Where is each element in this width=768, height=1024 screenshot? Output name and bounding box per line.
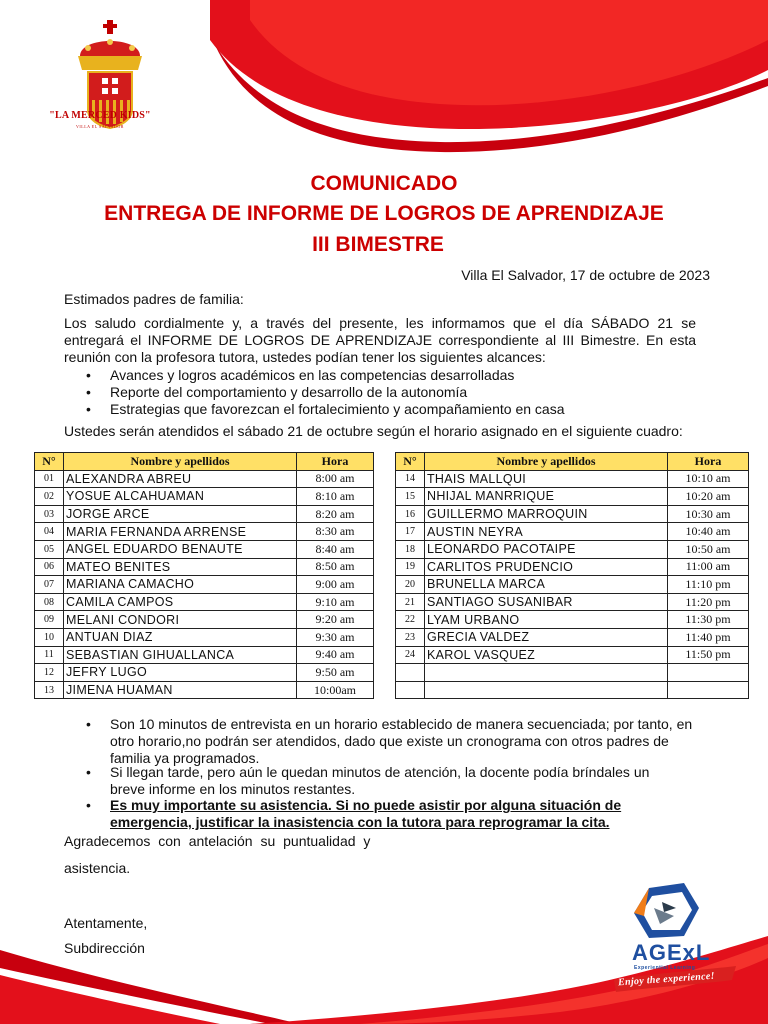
student-name: MELANI CONDORI xyxy=(64,611,297,629)
appointment-time xyxy=(668,681,749,699)
table-row xyxy=(35,611,374,629)
appointment-time: 10:50 am xyxy=(668,540,749,558)
table-row xyxy=(396,523,749,541)
note-item: • Si llegan tarde, pero aún le quedan minutos de atención, la docente podía bríndales un breve informe en los minutos restantes. xyxy=(86,764,650,797)
student-number: 15 xyxy=(396,488,425,506)
brand-slogan: Enjoy the experience! xyxy=(617,970,716,989)
agexl-logo xyxy=(604,878,744,1003)
schedule-table-left xyxy=(34,452,374,699)
appointment-time: 9:20 am xyxy=(297,611,374,629)
student-name: CARLITOS PRUDENCIO xyxy=(425,558,668,576)
school-location: VILLA EL SALVADOR xyxy=(76,124,124,129)
table-row xyxy=(396,558,749,576)
student-number: 06 xyxy=(35,558,64,576)
appointment-time: 11:30 pm xyxy=(668,611,749,629)
table-row xyxy=(35,593,374,611)
appointment-time: 8:10 am xyxy=(297,488,374,506)
student-name: ANTUAN DIAZ xyxy=(64,628,297,646)
student-number: 17 xyxy=(396,523,425,541)
thanks-text-cont: asistencia. xyxy=(64,860,131,876)
table-row xyxy=(35,470,374,488)
student-name: JORGE ARCE xyxy=(64,505,297,523)
student-number: 10 xyxy=(35,628,64,646)
student-number: 16 xyxy=(396,505,425,523)
appointment-time: 9:30 am xyxy=(297,628,374,646)
student-name: MARIANA CAMACHO xyxy=(64,576,297,594)
appointment-time xyxy=(668,664,749,682)
table-row xyxy=(35,628,374,646)
appointment-time: 9:10 am xyxy=(297,593,374,611)
table-row xyxy=(35,540,374,558)
school-name: "LA MERCED KIDS" xyxy=(49,110,151,121)
appointment-time: 10:20 am xyxy=(668,488,749,506)
student-number: 08 xyxy=(35,593,64,611)
table-row xyxy=(35,488,374,506)
student-name: GUILLERMO MARROQUIN xyxy=(425,505,668,523)
table-row xyxy=(396,646,749,664)
table-row xyxy=(35,646,374,664)
student-name: ALEXANDRA ABREU xyxy=(64,470,297,488)
student-number: 22 xyxy=(396,611,425,629)
student-number: 01 xyxy=(35,470,64,488)
col-header-num: N° xyxy=(35,453,64,471)
student-name: LYAM URBANO xyxy=(425,611,668,629)
student-number: 09 xyxy=(35,611,64,629)
table-row xyxy=(396,505,749,523)
doc-title: COMUNICADO xyxy=(310,172,458,195)
appointment-time: 11:20 pm xyxy=(668,593,749,611)
student-name: JIMENA HUAMAN xyxy=(64,681,297,699)
table-row xyxy=(396,593,749,611)
doc-date: Villa El Salvador, 17 de octubre de 2023 xyxy=(461,267,710,283)
col-header-name: Nombre y apellidos xyxy=(425,453,668,471)
appointment-time: 9:40 am xyxy=(297,646,374,664)
appointment-time: 10:40 am xyxy=(668,523,749,541)
student-name: ANGEL EDUARDO BENAUTE xyxy=(64,540,297,558)
table-row xyxy=(35,523,374,541)
appointment-time: 10:30 am xyxy=(668,505,749,523)
note-item: • Son 10 minutos de entrevista en un horario establecido de manera secuenciada; por tanto, en otro horario,no podrán ser atendidos, dado que existe un cronograma con otros padres de familia ya programados. xyxy=(86,716,693,766)
schedule-table-right xyxy=(395,452,749,699)
col-header-name: Nombre y apellidos xyxy=(64,453,297,471)
table-row xyxy=(396,681,749,699)
student-name: GRECIA VALDEZ xyxy=(425,628,668,646)
student-number: 03 xyxy=(35,505,64,523)
student-name: MARIA FERNANDA ARRENSE xyxy=(64,523,297,541)
student-name: MATEO BENITES xyxy=(64,558,297,576)
student-name: LEONARDO PACOTAIPE xyxy=(425,540,668,558)
student-name: THAIS MALLQUI xyxy=(425,470,668,488)
table-row xyxy=(396,628,749,646)
appointment-time: 10:10 am xyxy=(668,470,749,488)
student-name: BRUNELLA MARCA xyxy=(425,576,668,594)
student-number xyxy=(396,664,425,682)
student-name: SANTIAGO SUSANIBAR xyxy=(425,593,668,611)
appointment-time: 11:10 pm xyxy=(668,576,749,594)
student-name: AUSTIN NEYRA xyxy=(425,523,668,541)
appointment-time: 11:00 am xyxy=(668,558,749,576)
student-name: NHIJAL MANRRIQUE xyxy=(425,488,668,506)
signature: Subdirección xyxy=(64,940,145,956)
appointment-time: 8:40 am xyxy=(297,540,374,558)
student-number: 13 xyxy=(35,681,64,699)
table-row xyxy=(35,558,374,576)
table-row xyxy=(396,470,749,488)
appointment-time: 11:50 pm xyxy=(668,646,749,664)
student-number: 02 xyxy=(35,488,64,506)
brand-name: AGExL xyxy=(632,940,711,965)
brand-tagline: Experiential Learning xyxy=(634,965,696,971)
student-number xyxy=(396,681,425,699)
col-header-num: N° xyxy=(396,453,425,471)
col-header-time: Hora xyxy=(668,453,749,471)
student-name: SEBASTIAN GIHUALLANCA xyxy=(64,646,297,664)
student-number: 07 xyxy=(35,576,64,594)
appointment-time: 9:00 am xyxy=(297,576,374,594)
appointment-time: 9:50 am xyxy=(297,664,374,682)
table-row xyxy=(396,488,749,506)
note-item-important: • Es muy importante su asistencia. Si no puede asistir por alguna situación de emergencia, justificar la inasistencia con la tutora para reprogramar la cita. xyxy=(86,797,622,830)
thanks-text: Agradecemos con antelación su puntualidad y xyxy=(64,833,371,849)
table-row xyxy=(35,681,374,699)
table-row xyxy=(396,664,749,682)
doc-subtitle: ENTREGA DE INFORME DE LOGROS DE APRENDIZAJE xyxy=(104,202,664,225)
student-number: 20 xyxy=(396,576,425,594)
student-number: 05 xyxy=(35,540,64,558)
student-number: 18 xyxy=(396,540,425,558)
table-row xyxy=(396,576,749,594)
student-name: JEFRY LUGO xyxy=(64,664,297,682)
appointment-time: 8:20 am xyxy=(297,505,374,523)
doc-period: III BIMESTRE xyxy=(312,233,444,256)
appointment-time: 8:50 am xyxy=(297,558,374,576)
student-name: KAROL VASQUEZ xyxy=(425,646,668,664)
student-number: 21 xyxy=(396,593,425,611)
student-number: 11 xyxy=(35,646,64,664)
table-row xyxy=(396,611,749,629)
table-row xyxy=(35,664,374,682)
student-name: CAMILA CAMPOS xyxy=(64,593,297,611)
schedule-intro: Ustedes serán atendidos el sábado 21 de octubre según el horario asignado en el siguiente cuadro: xyxy=(64,423,683,439)
intro-paragraph: Los saludo cordialmente y, a través del presente, les informamos que el día SÁBADO 21 se entregará el INFORME DE LOGROS DE APRENDIZAJE correspondiente al III Bimestre. En esta reunión con la profesora tutora, ustedes podían tener los siguientes alcances: xyxy=(64,315,696,365)
student-number: 19 xyxy=(396,558,425,576)
student-number: 23 xyxy=(396,628,425,646)
student-name: YOSUE ALCAHUAMAN xyxy=(64,488,297,506)
student-name xyxy=(425,664,668,682)
appointment-time: 10:00am xyxy=(297,681,374,699)
greeting: Estimados padres de familia: xyxy=(64,291,244,307)
student-number: 04 xyxy=(35,523,64,541)
student-name xyxy=(425,681,668,699)
table-row xyxy=(35,505,374,523)
appointment-time: 8:30 am xyxy=(297,523,374,541)
student-number: 14 xyxy=(396,470,425,488)
table-row xyxy=(35,576,374,594)
closing: Atentamente, xyxy=(64,915,148,931)
col-header-time: Hora xyxy=(297,453,374,471)
student-number: 24 xyxy=(396,646,425,664)
appointment-time: 8:00 am xyxy=(297,470,374,488)
appointment-time: 11:40 pm xyxy=(668,628,749,646)
student-number: 12 xyxy=(35,664,64,682)
table-row xyxy=(396,540,749,558)
